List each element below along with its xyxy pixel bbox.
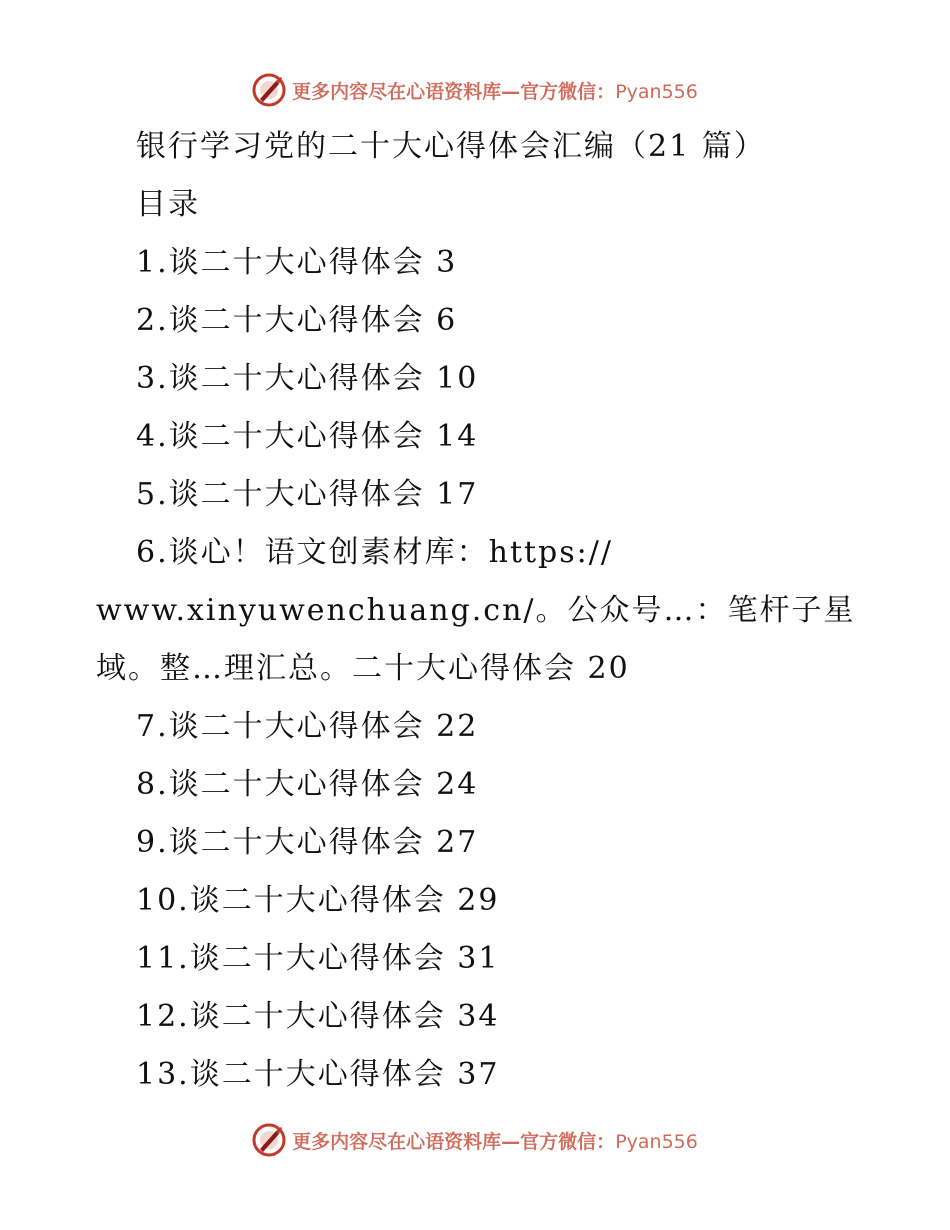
watermark-slogan: 更多内容尽在心语资料库 (292, 1130, 502, 1153)
header-watermark-banner (0, 70, 950, 110)
watermark-official-label: 官方微信： (520, 80, 616, 103)
watermark-text (292, 1127, 698, 1154)
toc-item-6-line3: 域。整…理汇总。二十大心得体会 20 (96, 651, 630, 686)
footer-watermark-banner (0, 1120, 950, 1160)
toc-item: 11.谈二十大心得体会 31 (136, 941, 500, 976)
toc-item: 3.谈二十大心得体会 10 (136, 361, 479, 396)
watermark-wechat-id: Pyan556 (615, 1130, 698, 1153)
watermark-official-label: 官方微信： (520, 1130, 616, 1153)
toc-item: 8.谈二十大心得体会 24 (136, 767, 479, 802)
toc-item: 9.谈二十大心得体会 27 (136, 825, 479, 860)
toc-item-6-line2: www.xinyuwenchuang.cn/。公众号…：笔杆子星 (96, 593, 856, 628)
toc-item: 1.谈二十大心得体会 3 (136, 245, 458, 280)
toc-item: 5.谈二十大心得体会 17 (136, 477, 479, 512)
toc-item-6-line1: 6.谈心！语文创素材库：https:// (136, 535, 613, 570)
quill-pen-logo-icon (252, 73, 286, 107)
toc-item: 13.谈二十大心得体会 37 (136, 1057, 500, 1092)
toc-item: 4.谈二十大心得体会 14 (136, 419, 479, 454)
watermark-dash: — (501, 80, 521, 103)
document-title: 银行学习党的二十大心得体会汇编（21 篇） (136, 129, 766, 164)
toc-heading: 目录 (136, 187, 200, 222)
watermark-slogan: 更多内容尽在心语资料库 (292, 80, 502, 103)
document-body (96, 118, 856, 1104)
quill-pen-logo-icon (252, 1123, 286, 1157)
toc-item: 7.谈二十大心得体会 22 (136, 709, 479, 744)
toc-item: 2.谈二十大心得体会 6 (136, 303, 458, 338)
watermark-wechat-id: Pyan556 (615, 80, 698, 103)
toc-item: 10.谈二十大心得体会 29 (136, 883, 500, 918)
toc-item: 12.谈二十大心得体会 34 (136, 999, 500, 1034)
watermark-dash: — (501, 1130, 521, 1153)
watermark-text (292, 77, 698, 104)
